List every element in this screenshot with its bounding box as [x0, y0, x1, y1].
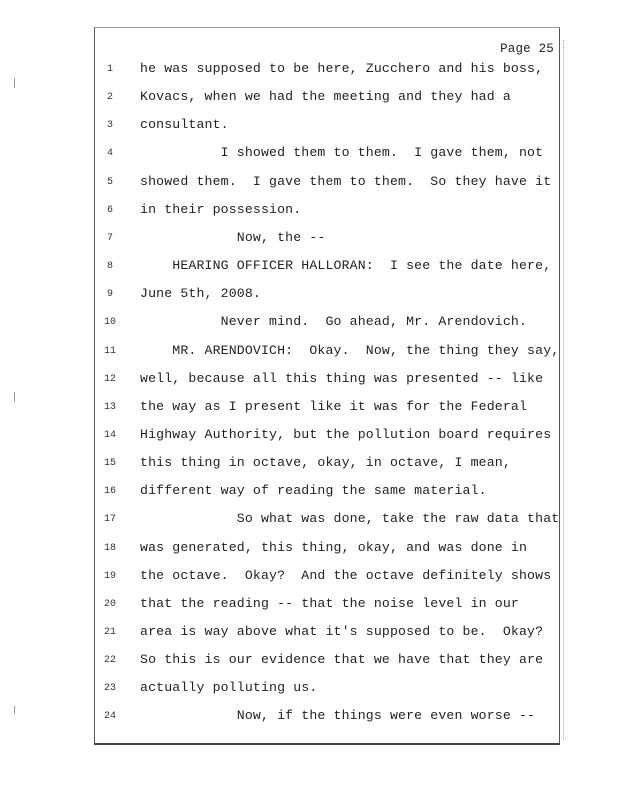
line-number: 1	[106, 64, 113, 75]
transcript-line	[0, 540, 618, 560]
line-text: was generated, this thing, okay, and was done in	[140, 539, 528, 555]
transcript-line	[0, 174, 618, 194]
line-number: 9	[106, 289, 113, 301]
line-text: So what was done, take the raw data that	[140, 511, 560, 527]
line-text: different way of reading the same material.	[140, 483, 487, 499]
line-number: 19	[103, 570, 116, 582]
transcript-line	[0, 371, 618, 391]
line-text: actually polluting us.	[140, 680, 318, 696]
line-number: 24	[103, 711, 116, 723]
transcript-line	[0, 680, 618, 700]
line-text: HEARING OFFICER HALLORAN: I see the date here,	[140, 258, 552, 274]
line-number: 17	[103, 514, 116, 526]
transcript-line	[0, 145, 618, 165]
line-text: area is way above what it's supposed to be. Okay?	[140, 624, 544, 639]
line-number: 5	[106, 176, 113, 188]
line-text: consultant.	[140, 117, 229, 133]
line-text: Now, if the things were even worse --	[140, 708, 536, 724]
transcript-line	[0, 652, 618, 672]
line-number: 4	[106, 148, 113, 160]
line-number: 3	[106, 120, 113, 132]
transcript-line	[0, 483, 618, 503]
line-text: he was supposed to be here, Zucchero and his boss,	[140, 61, 544, 76]
line-number: 12	[103, 373, 116, 385]
transcript-line	[0, 343, 618, 363]
line-number: 11	[103, 345, 116, 357]
line-number: 21	[103, 627, 116, 638]
transcript-line	[0, 117, 618, 137]
line-number: 2	[106, 92, 113, 104]
line-number: 13	[103, 401, 116, 413]
line-number: 20	[103, 598, 116, 610]
transcript-line	[0, 230, 618, 250]
transcript-line	[0, 314, 618, 334]
transcript-line	[0, 286, 618, 306]
line-number: 7	[106, 232, 113, 244]
transcript-line	[0, 399, 618, 419]
line-text: this thing in octave, okay, in octave, I mean,	[140, 455, 511, 471]
line-text: So this is our evidence that we have that they are	[140, 652, 544, 668]
transcript-line	[0, 427, 618, 447]
transcript-line	[0, 455, 618, 475]
transcript-line	[0, 568, 618, 588]
line-text: the way as I present like it was for the Federal	[140, 398, 528, 414]
line-text: June 5th, 2008.	[140, 286, 261, 302]
transcript-line	[0, 258, 618, 278]
line-text: that the reading -- that the noise level in our	[140, 595, 519, 611]
line-number: 18	[103, 542, 116, 554]
line-text: MR. ARENDOVICH: Okay. Now, the thing they say,	[140, 342, 560, 358]
line-text: I showed them to them. I gave them, not	[140, 145, 544, 161]
line-number: 15	[103, 458, 116, 470]
line-text: in their possession.	[140, 201, 302, 217]
line-text: showed them. I gave them to them. So they have it	[140, 173, 552, 189]
line-text: Never mind. Go ahead, Mr. Arendovich.	[140, 314, 528, 330]
line-text: Kovacs, when we had the meeting and they had a	[140, 89, 511, 105]
line-number: 6	[106, 204, 113, 216]
transcript-line	[0, 511, 618, 531]
line-text: Highway Authority, but the pollution board requires	[140, 426, 552, 442]
line-number: 22	[103, 655, 116, 667]
line-number: 14	[103, 429, 116, 441]
line-number: 16	[103, 486, 116, 498]
line-number: 8	[106, 261, 113, 273]
line-number: 23	[103, 683, 116, 695]
transcript-line	[0, 708, 618, 728]
page-number: Page 25	[500, 42, 554, 56]
line-text: the octave. Okay? And the octave definitely shows	[140, 567, 552, 583]
transcript-line	[0, 202, 618, 222]
line-number: 10	[103, 317, 116, 329]
transcript-line	[0, 89, 618, 109]
line-text: well, because all this thing was presented -- like	[140, 370, 544, 386]
line-text: Now, the --	[140, 229, 326, 245]
transcript-line	[0, 596, 618, 616]
transcript-line	[0, 624, 618, 644]
transcript-line	[0, 61, 618, 81]
